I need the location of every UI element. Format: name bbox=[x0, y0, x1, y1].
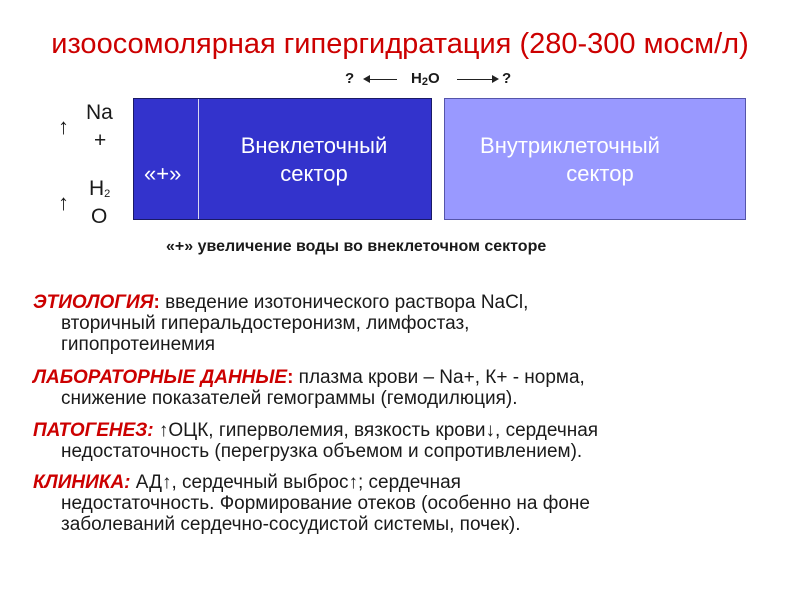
right-arrow-icon bbox=[457, 79, 497, 80]
sodium-charge-label: + bbox=[94, 129, 107, 152]
increase-marker: «+» bbox=[144, 161, 182, 186]
clinic-section: КЛИНИКА: АД↑, сердечный выброс↑; сердечная недостаточность. Формирование отеков (особенно на фоне заболеваний сердечно-сосудистой системы, почек). bbox=[33, 472, 590, 535]
clinic-heading: КЛИНИКА: bbox=[33, 472, 131, 493]
up-arrow-icon: ↑ bbox=[58, 190, 69, 215]
etiology-heading: ЭТИОЛОГИЯ bbox=[33, 292, 154, 313]
page-title: изоосомолярная гипергидратация (280-300 мосм/л) bbox=[51, 28, 749, 60]
water-label: $H_2$ bbox=[89, 177, 111, 200]
left-arrow-icon bbox=[365, 79, 397, 80]
diagram-caption: «+» увеличение воды во внеклеточном секторе bbox=[166, 238, 547, 255]
water-flow-indicator bbox=[345, 70, 525, 90]
lab-data-section: ЛАБОРАТОРНЫЕ ДАННЫЕ: плазма крови – Na+, К+ - норма, снижение показателей гемограммы (гемодилюция). bbox=[33, 367, 585, 409]
pathogenesis-heading: ПАТОГЕНЕЗ: bbox=[33, 420, 154, 441]
lab-data-heading: ЛАБОРАТОРНЫЕ ДАННЫЕ bbox=[33, 367, 288, 388]
unknown-direction-right: ? bbox=[502, 70, 512, 87]
intracellular-sector-box bbox=[444, 98, 746, 220]
extracellular-sector-label: Внеклеточный сектор bbox=[240, 133, 388, 186]
up-arrow-icon: ↑ bbox=[58, 114, 69, 139]
etiology-section: ЭТИОЛОГИЯ: введение изотонического раствора NaCl, вторичный гиперальдостеронизм, лимфостаз, гипопротеинемия bbox=[33, 292, 529, 355]
pathogenesis-section: ПАТОГЕНЕЗ: ↑ОЦК, гиперволемия, вязкость крови↓, сердечная недостаточность (перегрузка объемом и сопротивлением). bbox=[33, 420, 599, 462]
intracellular-sector-label: Внутриклеточный сектор bbox=[480, 133, 660, 186]
extracellular-sector-box bbox=[133, 98, 432, 220]
water-label-o: O bbox=[91, 205, 108, 228]
sodium-label: Na bbox=[86, 101, 113, 124]
water-formula: $H_2O$ bbox=[411, 70, 440, 88]
unknown-direction-left: ? bbox=[345, 70, 355, 87]
